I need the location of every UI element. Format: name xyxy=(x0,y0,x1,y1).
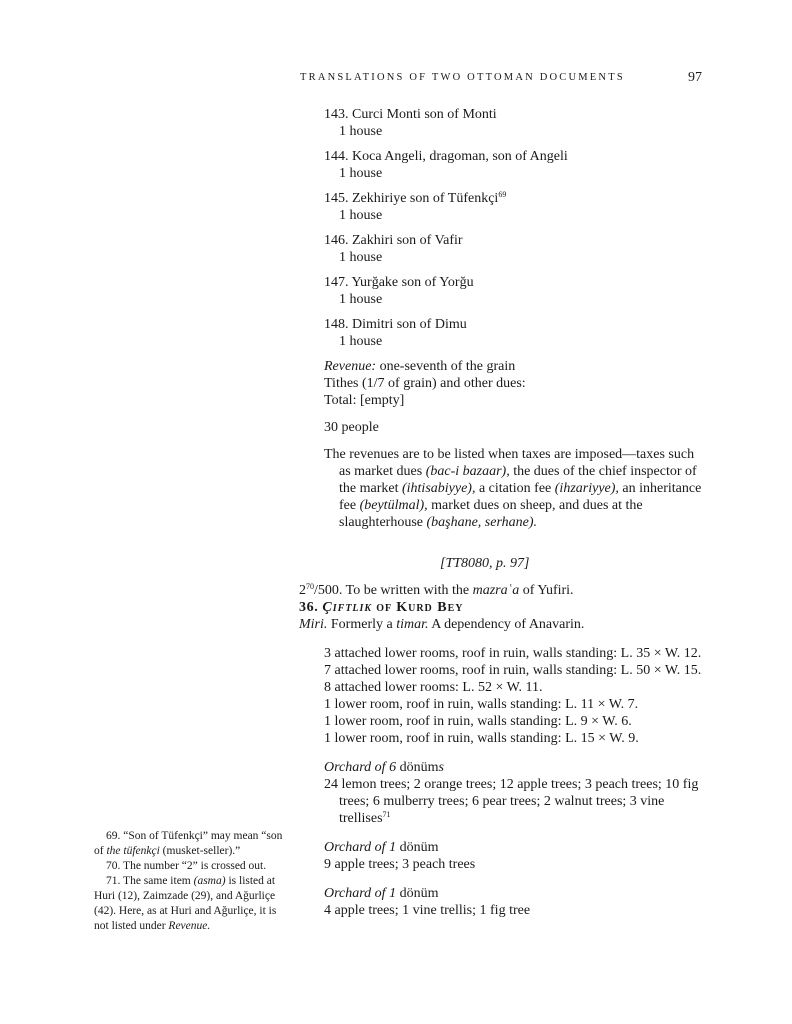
entry-title: 147. Yurğake son of Yorğu xyxy=(324,275,474,290)
heading-word: of xyxy=(376,600,393,615)
italic-term: timar. xyxy=(396,617,429,632)
list-item: 1 lower room, roof in ruin, walls standing: L. 15 × W. 9. xyxy=(324,731,639,746)
orchard-trees xyxy=(324,776,708,827)
list-item: 1 lower room, roof in ruin, walls standing: L. 9 × W. 6. xyxy=(324,714,632,729)
text-run: 71. The same item xyxy=(106,875,194,887)
entry-detail: 1 house xyxy=(339,334,383,349)
tithes-line: Tithes (1/7 of grain) and other dues: xyxy=(324,376,526,391)
italic-term: Revenue. xyxy=(168,920,211,932)
entry-title-text: 145. Zekhiriye son of Tüfenkçi xyxy=(324,191,499,206)
italic-term: (başhane, serhane). xyxy=(426,515,538,530)
entry-detail: 1 house xyxy=(339,292,383,307)
footnote-69 xyxy=(94,829,290,859)
text-run: a citation fee xyxy=(475,481,555,496)
italic-term: (bac-i bazaar), xyxy=(425,464,510,479)
italic-term: (beytülmal), xyxy=(359,498,428,513)
text-run: Orchard of 1 xyxy=(324,840,397,855)
list-item xyxy=(324,274,708,308)
text-run: A dependency of Anavarin. xyxy=(428,617,585,632)
text-run: market dues on sheep, and dues at the slaughterhouse xyxy=(339,498,643,530)
list-item xyxy=(324,106,708,140)
footnote-71 xyxy=(94,874,290,934)
section-heading xyxy=(299,599,708,616)
entry-title: 148. Dimitri son of Dimu xyxy=(324,317,467,332)
entry-detail: 1 house xyxy=(339,166,383,181)
footnote-70: 70. The number “2” is crossed out. xyxy=(106,860,267,872)
italic-term: (ihzariyye), xyxy=(554,481,619,496)
entry-title xyxy=(324,190,708,207)
page-reference: [TT8080, p. 97] xyxy=(440,556,530,571)
text-run: 69. “Son of Tüfenkçi” may mean “son of xyxy=(94,830,283,857)
entry-detail: 1 house xyxy=(339,124,383,139)
orchard-block xyxy=(324,759,708,827)
text-run: 24 lemon trees; 2 orange trees; 12 apple trees; 3 peach trees; 10 fig trees; 6 mulberry trees; 6 pear trees; 2 walnut trees; 3 vine trellises xyxy=(324,777,699,826)
revenue-text: one-seventh of the grain xyxy=(376,359,516,374)
orchard-title xyxy=(324,885,708,902)
main-text xyxy=(299,106,708,919)
text-run: (musket-seller).” xyxy=(159,845,241,857)
italic-term: mazraʿa xyxy=(472,583,520,598)
text-run: Orchard of 6 xyxy=(324,760,397,775)
revenue-line xyxy=(324,358,708,375)
italic-term: the tüfenkçi xyxy=(106,845,160,857)
miri-line xyxy=(299,616,708,633)
section-number: 36. xyxy=(299,600,319,615)
fraction-line xyxy=(299,582,708,599)
orchard-title xyxy=(324,759,708,776)
page-number: 97 xyxy=(688,70,702,85)
revenue-block xyxy=(324,358,708,409)
people-count: 30 people xyxy=(324,420,379,435)
text-run: dönüm xyxy=(396,840,439,855)
rooms-list xyxy=(324,645,708,747)
text-run: s xyxy=(438,760,444,775)
list-item: 8 attached lower rooms: L. 52 × W. 11. xyxy=(324,680,543,695)
italic-term: (ihtisabiyye), xyxy=(401,481,476,496)
text-run: the dues of the chief inspector of the market xyxy=(339,464,697,496)
text-run: Orchard of 1 xyxy=(324,886,397,901)
entry-title: 146. Zakhiri son of Vafir xyxy=(324,233,463,248)
footnote-ref: 69 xyxy=(498,190,507,199)
orchard-block xyxy=(324,885,708,919)
entry-title: 144. Koca Angeli, dragoman, son of Angeli xyxy=(324,149,568,164)
fraction-number: 2 xyxy=(299,583,306,598)
footnote-ref: 71 xyxy=(382,810,391,819)
running-title: TRANSLATIONS OF TWO OTTOMAN DOCUMENTS xyxy=(300,72,625,83)
list-item xyxy=(324,190,708,224)
footnote-ref: 70 xyxy=(306,582,314,591)
text-run: an inheritance fee xyxy=(339,481,702,513)
orchard-trees: 4 apple trees; 1 vine trellis; 1 fig tree xyxy=(324,903,531,918)
list-item xyxy=(324,148,708,182)
text-run: /500. To be written with the xyxy=(314,583,473,598)
revenues-paragraph xyxy=(324,446,708,531)
entry-detail: 1 house xyxy=(339,208,383,223)
orchard-title xyxy=(324,839,708,856)
section-36 xyxy=(299,582,708,633)
italic-term: (asma) xyxy=(193,875,226,887)
text-run: is listed at Huri (12), Zaimzade (29), and Ağurliçe (42). Here, as at Huri and Ağurliçe, it is not listed under xyxy=(94,875,277,932)
text-run: The revenues are to be listed when taxes are imposed—taxes such as market dues xyxy=(324,447,695,479)
heading-term: Çiftlik xyxy=(322,600,373,615)
footnotes xyxy=(94,829,290,934)
list-item xyxy=(324,316,708,350)
list-item: 1 lower room, roof in ruin, walls standing: L. 11 × W. 7. xyxy=(324,697,639,712)
orchard-block xyxy=(324,839,708,873)
entry-detail: 1 house xyxy=(339,250,383,265)
text-run: dönüm xyxy=(396,760,439,775)
total-line: Total: [empty] xyxy=(324,393,405,408)
list-item: 3 attached lower rooms, roof in ruin, walls standing: L. 35 × W. 12. xyxy=(324,646,702,661)
text-run: dönüm xyxy=(396,886,439,901)
text-run: Formerly a xyxy=(327,617,397,632)
italic-term: Miri. xyxy=(299,617,328,632)
revenue-label: Revenue: xyxy=(324,359,377,374)
text-run: of Yufiri. xyxy=(519,583,574,598)
list-item: 7 attached lower rooms, roof in ruin, walls standing: L. 50 × W. 15. xyxy=(324,663,702,678)
heading-name: Kurd Bey xyxy=(396,600,464,615)
list-item xyxy=(324,232,708,266)
entry-title: 143. Curci Monti son of Monti xyxy=(324,107,497,122)
orchard-trees: 9 apple trees; 3 peach trees xyxy=(324,857,476,872)
